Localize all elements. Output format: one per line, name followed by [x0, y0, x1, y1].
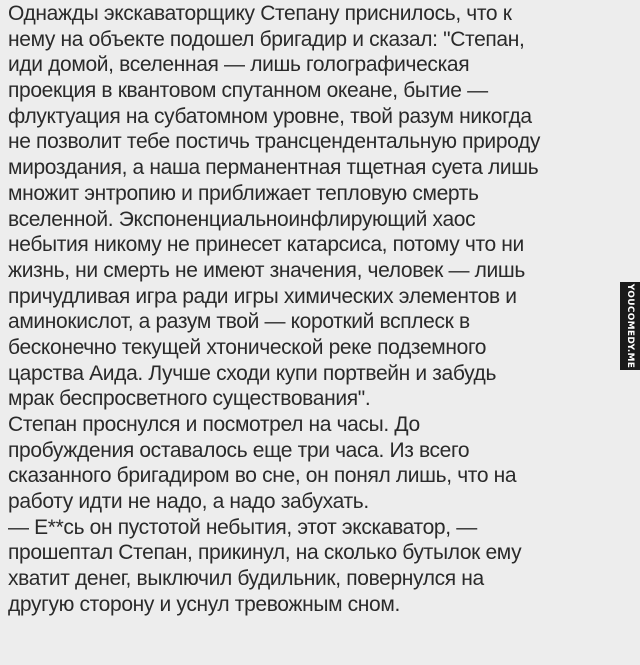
story-line-9: вселенной. Экспоненциальноинфлирующий хаос	[8, 207, 476, 231]
story-line-10: небытия никому не принесет катарсиса, потому что ни	[8, 233, 524, 257]
story-line-3: иди домой, вселенная — лишь голографическая	[8, 53, 470, 77]
story-line-21: — Е**сь он пустотой небытия, этот экскаватор, —	[8, 515, 477, 539]
story-line-14: бесконечно текущей хтонической реке подземного	[8, 335, 487, 359]
story-line-18: пробуждения оставалось еще три часа. Из всего	[8, 438, 470, 462]
story-line-8: множит энтропию и приближает тепловую смерть	[8, 181, 479, 205]
watermark-text: YOUCOMEDY.ME	[625, 283, 636, 369]
story-line-6: не позволит тебе постичь трансцендентальную природу	[8, 130, 541, 154]
story-line-1: Однажды экскаваторщику Степану приснилось, что к	[8, 2, 512, 25]
story-line-15: царства Аида. Лучше сходи купи портвейн и забудь	[8, 361, 497, 385]
story-line-12: причудливая игра ради игры химических элементов и	[8, 284, 517, 308]
story-line-23: хватит денег, выключил будильник, повернулся на	[8, 567, 484, 591]
story-line-24: другую сторону и уснул тревожным сном.	[8, 592, 400, 616]
story-line-19: сказанного бригадиром во сне, он понял лишь, что на	[8, 464, 517, 488]
story-line-11: жизнь, ни смерть не имеют значения, человек — лишь	[8, 258, 525, 282]
story-line-5: флуктуация на субатомном уровне, твой разум никогда	[8, 104, 532, 128]
story-line-16: мрак беспросветного существования".	[8, 387, 371, 411]
story-line-2: нему на объекте подошел бригадир и сказал: "Степан,	[8, 27, 525, 51]
story-line-4: проекция в квантовом спутанном океане, бытие —	[8, 79, 488, 103]
story-line-13: аминокислот, а разум твой — короткий всплеск в	[8, 310, 470, 334]
story-line-17: Степан проснулся и посмотрел на часы. До	[8, 413, 420, 436]
watermark-badge	[620, 282, 640, 370]
story-line-22: прошептал Степан, прикинул, на сколько бутылок ему	[8, 541, 522, 565]
story-text	[8, 1, 630, 618]
story-line-7: мироздания, а наша перманентная тщетная суета лишь	[8, 156, 539, 180]
story-line-20: работу идти не надо, а надо забухать.	[8, 490, 369, 514]
